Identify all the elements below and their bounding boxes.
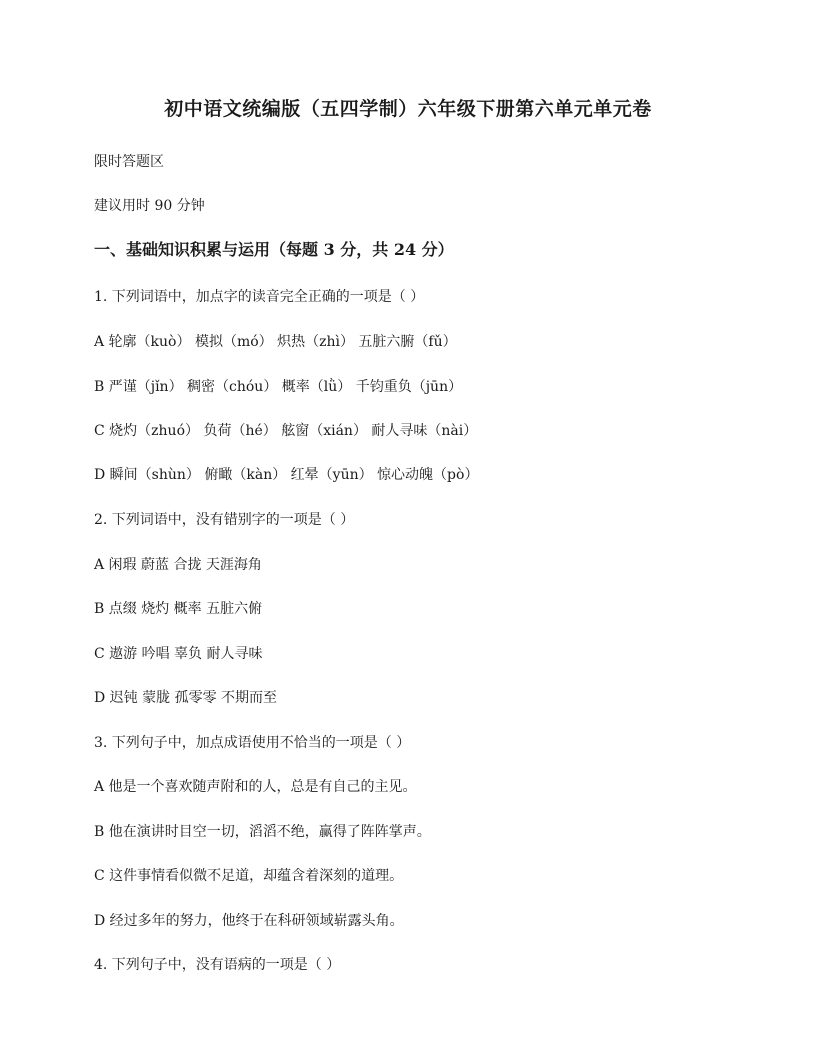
- question-option: C 遨游 吟唱 辜负 耐人寻味: [94, 646, 263, 662]
- question-option: D 经过多年的努力，他终于在科研领域崭露头角。: [94, 913, 404, 929]
- question-option: A 轮廓（kuò） 模拟（mó） 炽热（zhì） 五脏六腑（fǔ）: [94, 334, 457, 350]
- question-option: B 他在演讲时目空一切，滔滔不绝，赢得了阵阵掌声。: [94, 824, 431, 840]
- question-option: A 他是一个喜欢随声附和的人，总是有自己的主见。: [94, 779, 417, 795]
- answer-area-label: 限时答题区: [94, 154, 164, 170]
- question-stem: 1. 下列词语中，加点字的读音完全正确的一项是（ ）: [94, 289, 425, 305]
- question-option: B 严谨（jǐn） 稠密（chóu） 概率（lǜ） 千钧重负（jūn）: [94, 379, 463, 395]
- question-stem: 3. 下列句子中，加点成语使用不恰当的一项是（ ）: [94, 735, 411, 751]
- suggested-time: 建议用时 90 分钟: [94, 198, 205, 214]
- question-stem: 4. 下列句子中，没有语病的一项是（ ）: [94, 957, 341, 973]
- question-option: D 瞬间（shùn） 俯瞰（kàn） 红晕（yūn） 惊心动魄（pò）: [94, 467, 479, 483]
- section-heading: 一、基础知识积累与运用（每题 3 分，共 24 分）: [94, 240, 454, 259]
- question-option: A 闲瑕 蔚蓝 合拢 天涯海角: [94, 557, 262, 573]
- question-option: C 烧灼（zhuó） 负荷（hé） 舷窗（xián） 耐人寻味（nài）: [94, 423, 478, 439]
- question-option: B 点缀 烧灼 概率 五脏六俯: [94, 601, 263, 617]
- question-option: C 这件事情看似微不足道，却蕴含着深刻的道理。: [94, 868, 404, 884]
- question-stem: 2. 下列词语中，没有错别字的一项是（ ）: [94, 512, 355, 528]
- question-option: D 迟钝 蒙胧 孤零零 不期而至: [94, 690, 278, 706]
- document-title: 初中语文统编版（五四学制）六年级下册第六单元单元卷: [164, 98, 652, 120]
